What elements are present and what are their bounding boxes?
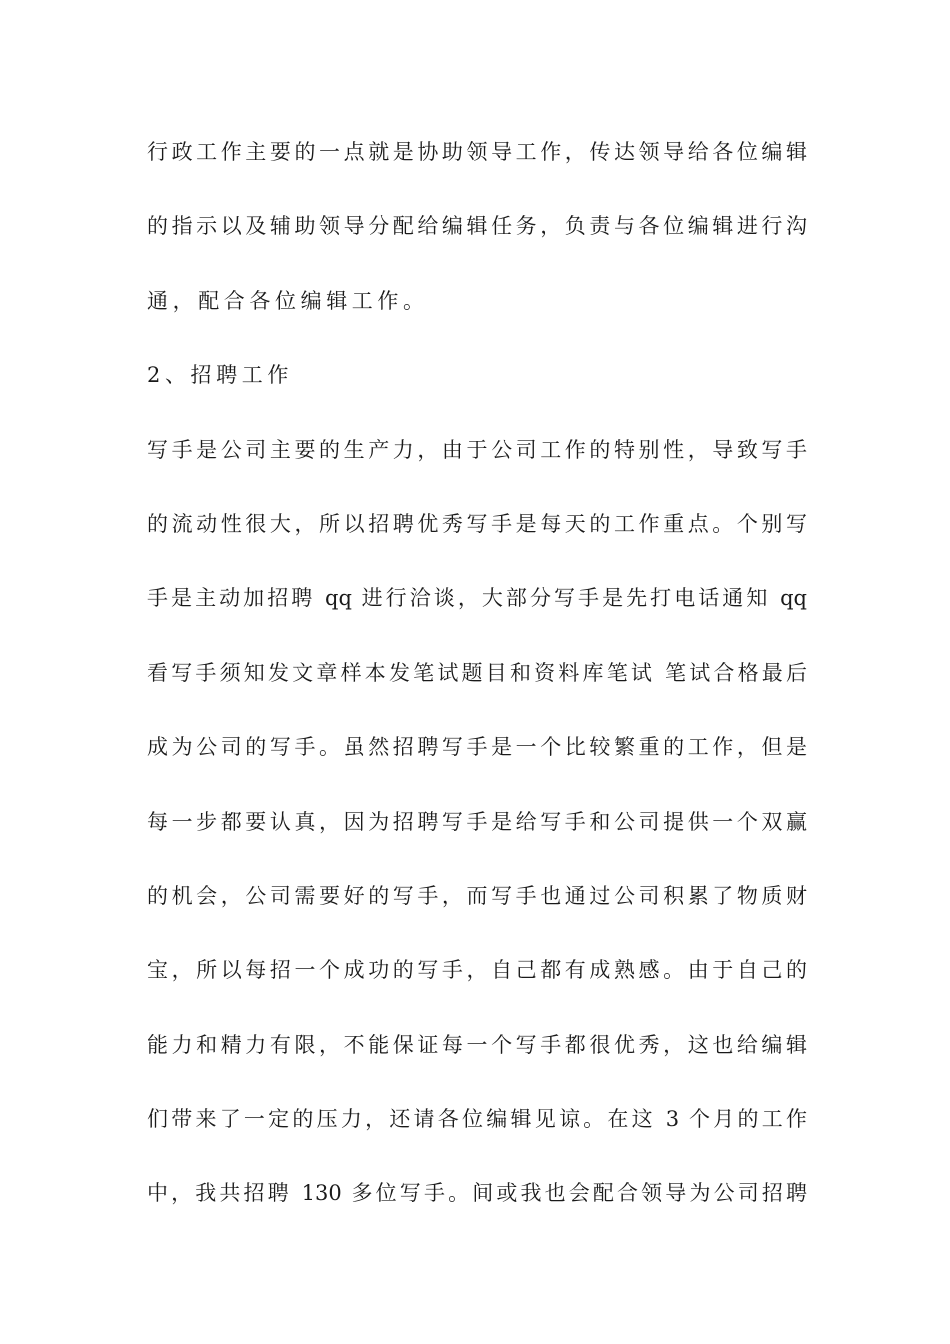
text-line: 成为公司的写手。虽然招聘写手是一个比较繁重的工作，但是 — [147, 735, 807, 760]
text-line: 们带来了一定的压力，还请各位编辑见谅。在这 3 个月的工作 — [147, 1107, 807, 1132]
section-heading: 2、招聘工作 — [147, 363, 293, 388]
text-line: 每一步都要认真，因为招聘写手是给写手和公司提供一个双赢 — [147, 809, 807, 834]
text-line: 写手是公司主要的生产力，由于公司工作的特别性，导致写手 — [147, 437, 807, 462]
body-text — [147, 128, 807, 1244]
text-line: 手是主动加招聘 qq 进行洽谈，大部分写手是先打电话通知 qq — [147, 586, 807, 611]
text-line: 中，我共招聘 130 多位写手。间或我也会配合领导为公司招聘 — [147, 1181, 807, 1206]
text-line: 能力和精力有限，不能保证每一个写手都很优秀，这也给编辑 — [147, 1032, 807, 1057]
text-line: 行政工作主要的一点就是协助领导工作，传达领导给各位编辑 — [147, 140, 807, 164]
text-line: 的流动性很大，所以招聘优秀写手是每天的工作重点。个别写 — [147, 511, 807, 536]
text-line: 看写手须知发文章样本发笔试题目和资料库笔试 笔试合格最后 — [147, 660, 807, 685]
text-line: 的机会，公司需要好的写手，而写手也通过公司积累了物质财 — [147, 883, 807, 908]
text-line: 通，配合各位编辑工作。 — [147, 288, 429, 313]
text-line: 的指示以及辅助领导分配给编辑任务，负责与各位编辑进行沟 — [147, 214, 807, 239]
text-line: 宝，所以每招一个成功的写手，自己都有成熟感。由于自己的 — [147, 958, 807, 983]
